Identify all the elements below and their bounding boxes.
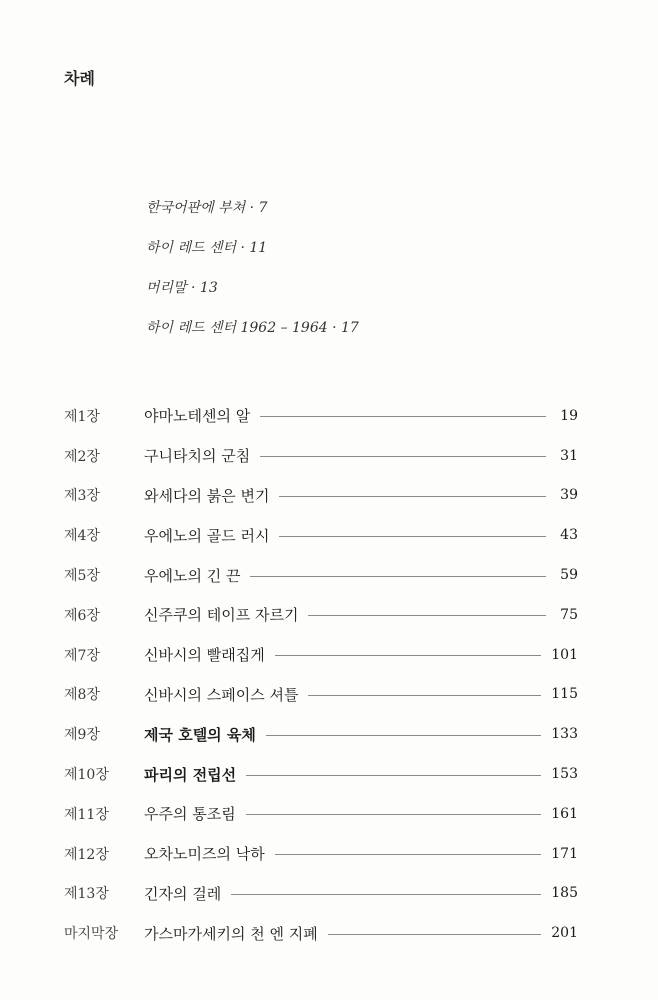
chapter-number: 제10장 [64,767,109,784]
chapter-number: 제2장 [64,448,100,465]
chapter-title: 구니타치의 군침 [144,447,251,466]
chapter-page: 19 [560,407,578,424]
front-matter-item: 하이 레드 센터 1962 – 1964 · 17 [146,320,359,336]
chapter-page: 31 [560,447,578,464]
leader-line [231,894,541,895]
front-matter-item: 하이 레드 센터 · 11 [146,240,268,256]
chapter-title: 오차노미즈의 낙하 [144,845,265,864]
chapter-number: 제7장 [64,647,100,664]
chapter-number: 제12장 [64,846,109,863]
chapter-row [64,555,578,595]
chapter-number: 제13장 [64,886,109,903]
chapter-row [64,834,578,874]
chapter-title: 가스마가세키의 천 엔 지폐 [144,924,318,943]
chapter-title: 파리의 전립선 [144,765,237,784]
chapter-number: 제3장 [64,488,100,505]
chapter-title: 신바시의 스페이스 셔틀 [144,685,299,704]
chapter-number: 제6장 [64,607,100,624]
chapter-row [64,595,578,635]
front-matter-list [146,198,359,358]
leader-line [275,854,542,855]
chapter-title: 와세다의 붉은 변기 [144,486,270,505]
chapter-page: 153 [551,766,578,783]
chapter-row [64,515,578,555]
chapter-row [64,794,578,834]
chapter-row [64,874,578,914]
chapter-title: 긴자의 걸레 [144,884,222,903]
chapter-page: 201 [551,925,578,942]
chapter-page: 115 [551,686,578,703]
leader-line [260,456,546,457]
front-matter-item: 한국어판에 부쳐 · 7 [146,200,268,216]
chapter-page: 185 [551,885,578,902]
chapter-list [64,396,578,953]
chapter-title: 우에노의 골드 러시 [144,526,270,545]
page-title: 차례 [64,69,95,88]
chapter-title: 제국 호텔의 육체 [144,725,256,744]
chapter-number: 제8장 [64,687,100,704]
chapter-page: 161 [551,805,578,822]
chapter-row [64,635,578,675]
leader-line [260,416,546,417]
chapter-title: 야마노테센의 알 [144,407,251,426]
chapter-row [64,714,578,754]
chapter-row [64,754,578,794]
chapter-number: 제11장 [64,806,109,823]
leader-line [328,934,542,935]
chapter-number: 마지막장 [64,926,119,943]
leader-line [279,496,546,497]
leader-line [246,775,541,776]
chapter-row [64,675,578,715]
front-matter-item: 머리말 · 13 [146,280,218,296]
leader-line [266,735,541,736]
leader-line [308,695,541,696]
chapter-title: 우에노의 긴 끈 [144,566,241,585]
chapter-number: 제5장 [64,568,100,585]
chapter-page: 43 [560,527,578,544]
leader-line [308,615,546,616]
chapter-page: 171 [551,845,578,862]
chapter-title: 신주쿠의 테이프 자르기 [144,606,299,625]
chapter-row [64,396,578,436]
chapter-row [64,913,578,953]
chapter-page: 75 [560,606,578,623]
leader-line [250,576,546,577]
chapter-page: 101 [551,646,578,663]
chapter-number: 제1장 [64,408,100,425]
chapter-number: 제4장 [64,528,100,545]
chapter-page: 39 [560,487,578,504]
leader-line [246,814,542,815]
chapter-page: 59 [560,567,578,584]
chapter-title: 신바시의 빨래집게 [144,646,265,665]
chapter-row [64,436,578,476]
chapter-row [64,476,578,516]
chapter-page: 133 [551,726,578,743]
leader-line [275,655,542,656]
chapter-number: 제9장 [64,727,100,744]
chapter-title: 우주의 통조림 [144,805,236,824]
leader-line [279,536,546,537]
